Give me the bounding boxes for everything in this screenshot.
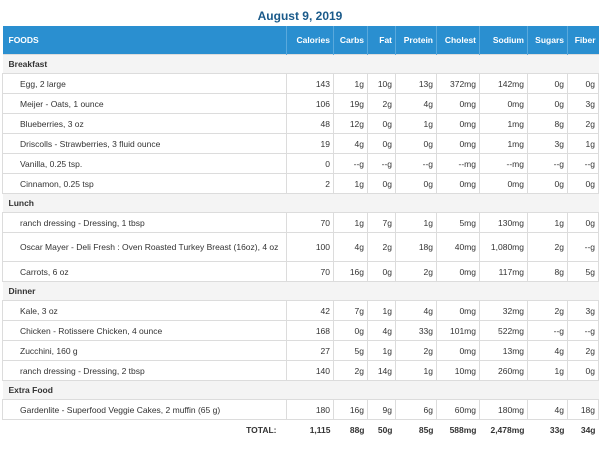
col-fiber: Fiber xyxy=(568,26,599,55)
fiber-cell: 0g xyxy=(568,74,599,94)
fat-cell: 10g xyxy=(368,74,396,94)
cholest-cell: 0mg xyxy=(437,174,480,194)
calories-cell: 48 xyxy=(287,114,334,134)
page-title: August 9, 2019 xyxy=(257,9,343,23)
sugars-cell: 8g xyxy=(528,262,568,282)
food-name: Gardenlite - Superfood Veggie Cakes, 2 muffin (65 g) xyxy=(3,400,287,420)
fat-cell: 9g xyxy=(368,400,396,420)
carbs-cell: 16g xyxy=(334,400,368,420)
col-calories: Calories xyxy=(287,26,334,55)
protein-cell: 0g xyxy=(396,134,437,154)
sodium-cell: 1,080mg xyxy=(480,233,528,262)
sodium-cell: 260mg xyxy=(480,361,528,381)
sugars-cell: 2g xyxy=(528,301,568,321)
protein-cell: 1g xyxy=(396,114,437,134)
calories-cell: 106 xyxy=(287,94,334,114)
carbs-cell: 1g xyxy=(334,174,368,194)
sugars-cell: --g xyxy=(528,154,568,174)
sodium-cell: 522mg xyxy=(480,321,528,341)
fiber-cell: 2g xyxy=(568,341,599,361)
carbs-cell: 16g xyxy=(334,262,368,282)
cholest-cell: 40mg xyxy=(437,233,480,262)
col-cholest: Cholest xyxy=(437,26,480,55)
fat-cell: 0g xyxy=(368,114,396,134)
sugars-cell: 1g xyxy=(528,213,568,233)
carbs-cell: 1g xyxy=(334,213,368,233)
carbs-cell: 5g xyxy=(334,341,368,361)
calories-cell: 2 xyxy=(287,174,334,194)
food-row xyxy=(3,134,599,154)
fat-cell: 0g xyxy=(368,262,396,282)
food-name: Driscolls - Strawberries, 3 fluid ounce xyxy=(3,134,287,154)
cholest-cell: 0mg xyxy=(437,134,480,154)
header-row xyxy=(3,26,599,55)
total-label: TOTAL: xyxy=(3,420,287,440)
food-name: Meijer - Oats, 1 ounce xyxy=(3,94,287,114)
calories-cell: 100 xyxy=(287,233,334,262)
calories-cell: 0 xyxy=(287,154,334,174)
sugars-cell: 4g xyxy=(528,341,568,361)
sugars-cell: 0g xyxy=(528,94,568,114)
col-fat: Fat xyxy=(368,26,396,55)
meal-label: Lunch xyxy=(3,194,599,213)
fiber-cell: 3g xyxy=(568,301,599,321)
calories-cell: 27 xyxy=(287,341,334,361)
cholest-cell: 0mg xyxy=(437,341,480,361)
fiber-cell: 1g xyxy=(568,134,599,154)
fiber-cell: 18g xyxy=(568,400,599,420)
total-sugars: 33g xyxy=(528,420,568,440)
protein-cell: 13g xyxy=(396,74,437,94)
cholest-cell: 0mg xyxy=(437,262,480,282)
fat-cell: 14g xyxy=(368,361,396,381)
food-row xyxy=(3,154,599,174)
col-foods: FOODS xyxy=(3,26,287,55)
food-name: Zucchini, 160 g xyxy=(3,341,287,361)
calories-cell: 143 xyxy=(287,74,334,94)
meal-row-breakfast xyxy=(3,55,599,74)
cholest-cell: 0mg xyxy=(437,301,480,321)
fiber-cell: 2g xyxy=(568,114,599,134)
meal-row-lunch xyxy=(3,194,599,213)
col-carbs: Carbs xyxy=(334,26,368,55)
meal-row-extra-food xyxy=(3,381,599,400)
total-sodium: 2,478mg xyxy=(480,420,528,440)
calories-cell: 168 xyxy=(287,321,334,341)
carbs-cell: 4g xyxy=(334,134,368,154)
fiber-cell: 5g xyxy=(568,262,599,282)
fat-cell: 2g xyxy=(368,233,396,262)
sodium-cell: 0mg xyxy=(480,94,528,114)
total-cholest: 588mg xyxy=(437,420,480,440)
food-row xyxy=(3,361,599,381)
fat-cell: 1g xyxy=(368,301,396,321)
sugars-cell: 8g xyxy=(528,114,568,134)
sugars-cell: 1g xyxy=(528,361,568,381)
food-row xyxy=(3,114,599,134)
sodium-cell: --mg xyxy=(480,154,528,174)
protein-cell: 1g xyxy=(396,213,437,233)
meal-label: Extra Food xyxy=(3,381,599,400)
protein-cell: 2g xyxy=(396,341,437,361)
cholest-cell: 0mg xyxy=(437,94,480,114)
food-row xyxy=(3,94,599,114)
cholest-cell: 0mg xyxy=(437,114,480,134)
food-report-table xyxy=(2,26,599,439)
protein-cell: 33g xyxy=(396,321,437,341)
total-fat: 50g xyxy=(368,420,396,440)
food-row xyxy=(3,233,599,262)
total-row xyxy=(3,420,599,440)
fat-cell: 7g xyxy=(368,213,396,233)
fiber-cell: --g xyxy=(568,233,599,262)
food-name: Kale, 3 oz xyxy=(3,301,287,321)
carbs-cell: 0g xyxy=(334,321,368,341)
sugars-cell: 2g xyxy=(528,233,568,262)
sodium-cell: 32mg xyxy=(480,301,528,321)
food-row xyxy=(3,400,599,420)
calories-cell: 42 xyxy=(287,301,334,321)
food-row xyxy=(3,301,599,321)
food-row xyxy=(3,74,599,94)
carbs-cell: 19g xyxy=(334,94,368,114)
calories-cell: 70 xyxy=(287,213,334,233)
protein-cell: 2g xyxy=(396,262,437,282)
carbs-cell: 4g xyxy=(334,233,368,262)
cholest-cell: 60mg xyxy=(437,400,480,420)
col-sodium: Sodium xyxy=(480,26,528,55)
sodium-cell: 180mg xyxy=(480,400,528,420)
cholest-cell: 101mg xyxy=(437,321,480,341)
sodium-cell: 142mg xyxy=(480,74,528,94)
sodium-cell: 130mg xyxy=(480,213,528,233)
total-calories: 1,115 xyxy=(287,420,334,440)
sugars-cell: 0g xyxy=(528,174,568,194)
cholest-cell: 10mg xyxy=(437,361,480,381)
fiber-cell: 0g xyxy=(568,213,599,233)
food-name: Oscar Mayer - Deli Fresh : Oven Roasted Turkey Breast (16oz), 4 oz xyxy=(3,233,287,262)
food-row xyxy=(3,262,599,282)
food-name: Vanilla, 0.25 tsp. xyxy=(3,154,287,174)
fiber-cell: 0g xyxy=(568,361,599,381)
calories-cell: 180 xyxy=(287,400,334,420)
sugars-cell: --g xyxy=(528,321,568,341)
total-carbs: 88g xyxy=(334,420,368,440)
sodium-cell: 13mg xyxy=(480,341,528,361)
protein-cell: 0g xyxy=(396,174,437,194)
fat-cell: --g xyxy=(368,154,396,174)
fiber-cell: 0g xyxy=(568,174,599,194)
cholest-cell: 5mg xyxy=(437,213,480,233)
meal-label: Breakfast xyxy=(3,55,599,74)
carbs-cell: 7g xyxy=(334,301,368,321)
fiber-cell: --g xyxy=(568,154,599,174)
food-name: Cinnamon, 0.25 tsp xyxy=(3,174,287,194)
food-name: Carrots, 6 oz xyxy=(3,262,287,282)
protein-cell: 18g xyxy=(396,233,437,262)
protein-cell: 1g xyxy=(396,361,437,381)
sugars-cell: 0g xyxy=(528,74,568,94)
sodium-cell: 1mg xyxy=(480,114,528,134)
sodium-cell: 1mg xyxy=(480,134,528,154)
meal-label: Dinner xyxy=(3,282,599,301)
fat-cell: 1g xyxy=(368,341,396,361)
food-name: Chicken - Rotissere Chicken, 4 ounce xyxy=(3,321,287,341)
calories-cell: 70 xyxy=(287,262,334,282)
carbs-cell: 1g xyxy=(334,74,368,94)
fiber-cell: --g xyxy=(568,321,599,341)
protein-cell: --g xyxy=(396,154,437,174)
fat-cell: 0g xyxy=(368,174,396,194)
carbs-cell: 12g xyxy=(334,114,368,134)
sugars-cell: 3g xyxy=(528,134,568,154)
cholest-cell: 372mg xyxy=(437,74,480,94)
food-row xyxy=(3,213,599,233)
food-name: ranch dressing - Dressing, 1 tbsp xyxy=(3,213,287,233)
food-name: Egg, 2 large xyxy=(3,74,287,94)
total-fiber: 34g xyxy=(568,420,599,440)
calories-cell: 140 xyxy=(287,361,334,381)
food-row xyxy=(3,174,599,194)
sodium-cell: 0mg xyxy=(480,174,528,194)
cholest-cell: --mg xyxy=(437,154,480,174)
col-sugars: Sugars xyxy=(528,26,568,55)
calories-cell: 19 xyxy=(287,134,334,154)
protein-cell: 4g xyxy=(396,301,437,321)
sodium-cell: 117mg xyxy=(480,262,528,282)
food-name: Blueberries, 3 oz xyxy=(3,114,287,134)
col-protein: Protein xyxy=(396,26,437,55)
protein-cell: 4g xyxy=(396,94,437,114)
sugars-cell: 4g xyxy=(528,400,568,420)
carbs-cell: 2g xyxy=(334,361,368,381)
fat-cell: 4g xyxy=(368,321,396,341)
food-row xyxy=(3,341,599,361)
fat-cell: 0g xyxy=(368,134,396,154)
protein-cell: 6g xyxy=(396,400,437,420)
food-row xyxy=(3,321,599,341)
fat-cell: 2g xyxy=(368,94,396,114)
total-protein: 85g xyxy=(396,420,437,440)
carbs-cell: --g xyxy=(334,154,368,174)
fiber-cell: 3g xyxy=(568,94,599,114)
meal-row-dinner xyxy=(3,282,599,301)
food-name: ranch dressing - Dressing, 2 tbsp xyxy=(3,361,287,381)
